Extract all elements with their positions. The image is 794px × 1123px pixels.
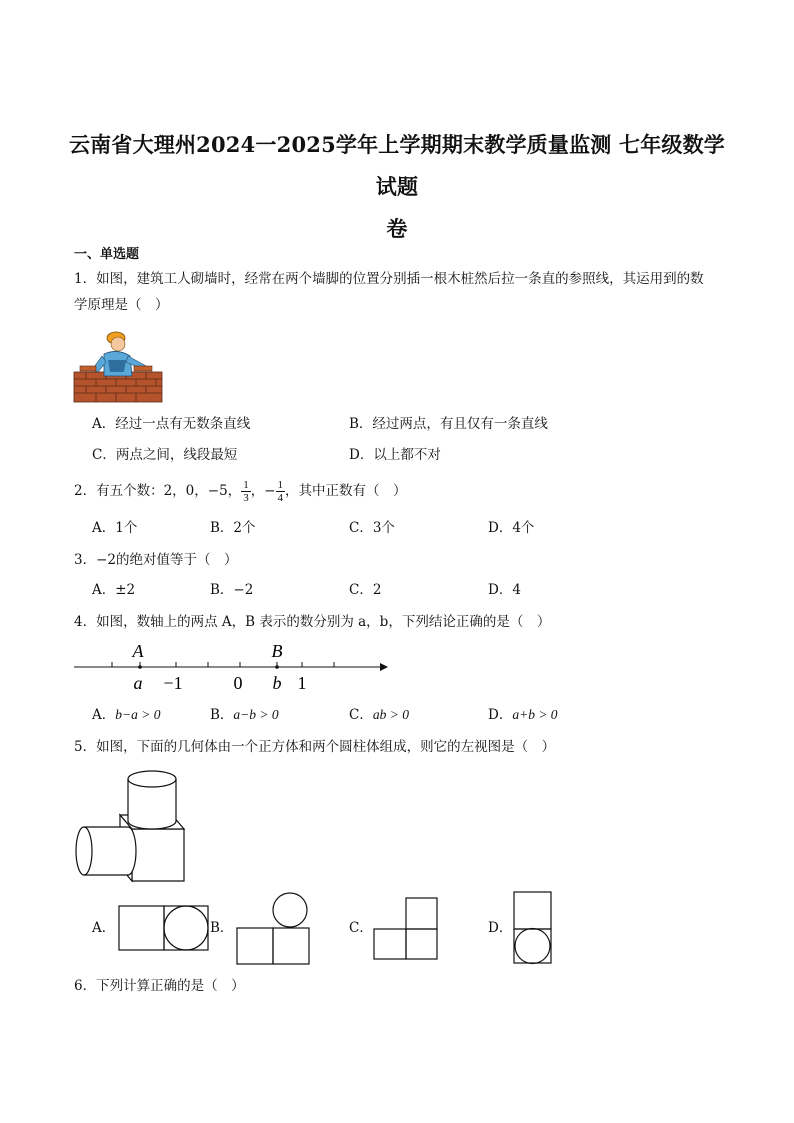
q1-option-a[interactable]: A．经过一点有无数条直线 bbox=[92, 416, 251, 432]
question-5: 5．如图，下面的几何体由一个正方体和两个圆柱体组成，则它的左视图是（ ） bbox=[74, 739, 556, 755]
side-cylinder bbox=[76, 827, 136, 875]
q1-option-d[interactable]: D．以上都不对 bbox=[349, 447, 441, 463]
q2-option-c[interactable]: C．3个 bbox=[349, 520, 395, 536]
q3-option-d[interactable]: D．4 bbox=[488, 582, 521, 598]
bricklayer-illustration bbox=[74, 326, 164, 404]
q3-option-a[interactable]: A．±2 bbox=[92, 582, 136, 598]
q3-option-b[interactable]: B．−2 bbox=[210, 582, 254, 598]
q2-option-a[interactable]: A．1个 bbox=[92, 520, 138, 536]
tick-label-b: b bbox=[272, 673, 282, 693]
q2-option-b[interactable]: B．2个 bbox=[210, 520, 256, 536]
number-line bbox=[74, 640, 389, 696]
label-B: B bbox=[271, 641, 283, 661]
fraction-one-quarter: $\frac{1}{4}$ bbox=[277, 479, 283, 504]
q1-option-b[interactable]: B．经过两点，有且仅有一条直线 bbox=[349, 416, 548, 432]
q5-option-b[interactable]: B． bbox=[210, 920, 234, 936]
tick-label-1: 1 bbox=[297, 673, 307, 693]
q4-option-a[interactable]: A．b−a > 0 bbox=[92, 707, 161, 723]
q4-option-b[interactable]: B．a−b > 0 bbox=[210, 707, 279, 723]
label-A: A bbox=[132, 641, 144, 661]
question-6: 6．下列计算正确的是（ ） bbox=[74, 978, 245, 994]
solid-figure bbox=[74, 767, 190, 883]
top-cylinder bbox=[128, 771, 176, 829]
question-1-line-2: 学原理是（ ） bbox=[74, 297, 169, 313]
question-1-line-1: 1．如图，建筑工人砌墙时，经常在两个墙脚的位置分别插一根木桩然后拉一条直的参照线，其运用到的数 bbox=[74, 271, 704, 287]
section-heading: 一、单选题 bbox=[74, 247, 140, 262]
document-title bbox=[60, 124, 734, 250]
brick-wall bbox=[74, 372, 162, 402]
tick-label-0: 0 bbox=[233, 673, 243, 693]
q5-option-c-figure[interactable] bbox=[373, 897, 439, 961]
title-line-1: 云南省大理州2024一2025学年上学期期末教学质量监测 七年级数学试题 bbox=[68, 132, 725, 199]
tick-label-a: a bbox=[133, 673, 143, 693]
point-a bbox=[138, 665, 142, 669]
q5-option-d-figure[interactable] bbox=[513, 891, 553, 965]
q5-option-c[interactable]: C． bbox=[349, 920, 373, 936]
fraction-one-third: $\frac{1}{3}$ bbox=[243, 479, 249, 504]
q1-option-c[interactable]: C．两点之间，线段最短 bbox=[92, 447, 238, 463]
point-b bbox=[275, 665, 279, 669]
q5-option-a-figure[interactable] bbox=[118, 905, 210, 951]
title-line-2: 卷 bbox=[386, 216, 408, 241]
number-line-arrow bbox=[380, 663, 388, 671]
q5-option-a[interactable]: A． bbox=[92, 920, 116, 936]
question-3: 3．−2的绝对值等于（ ） bbox=[74, 552, 238, 568]
q5-option-d[interactable]: D． bbox=[488, 920, 513, 936]
question-2: 2．有五个数：2，0，−5， $\frac{1}{3}$ ，− $\frac{1}{4}$ ，其中正数有（ ） bbox=[74, 479, 407, 504]
worker-figure bbox=[80, 332, 152, 376]
q4-option-d[interactable]: D．a+b > 0 bbox=[488, 707, 558, 723]
tick-label-neg1: −1 bbox=[163, 673, 183, 693]
q2-option-d[interactable]: D．4个 bbox=[488, 520, 535, 536]
question-1 bbox=[74, 266, 724, 318]
q5-option-b-figure[interactable] bbox=[236, 890, 310, 966]
q4-option-c[interactable]: C．ab > 0 bbox=[349, 707, 409, 723]
q3-option-c[interactable]: C．2 bbox=[349, 582, 382, 598]
question-4: 4．如图，数轴上的两点 A，B 表示的数分别为 a，b，下列结论正确的是（ ） bbox=[74, 614, 551, 630]
